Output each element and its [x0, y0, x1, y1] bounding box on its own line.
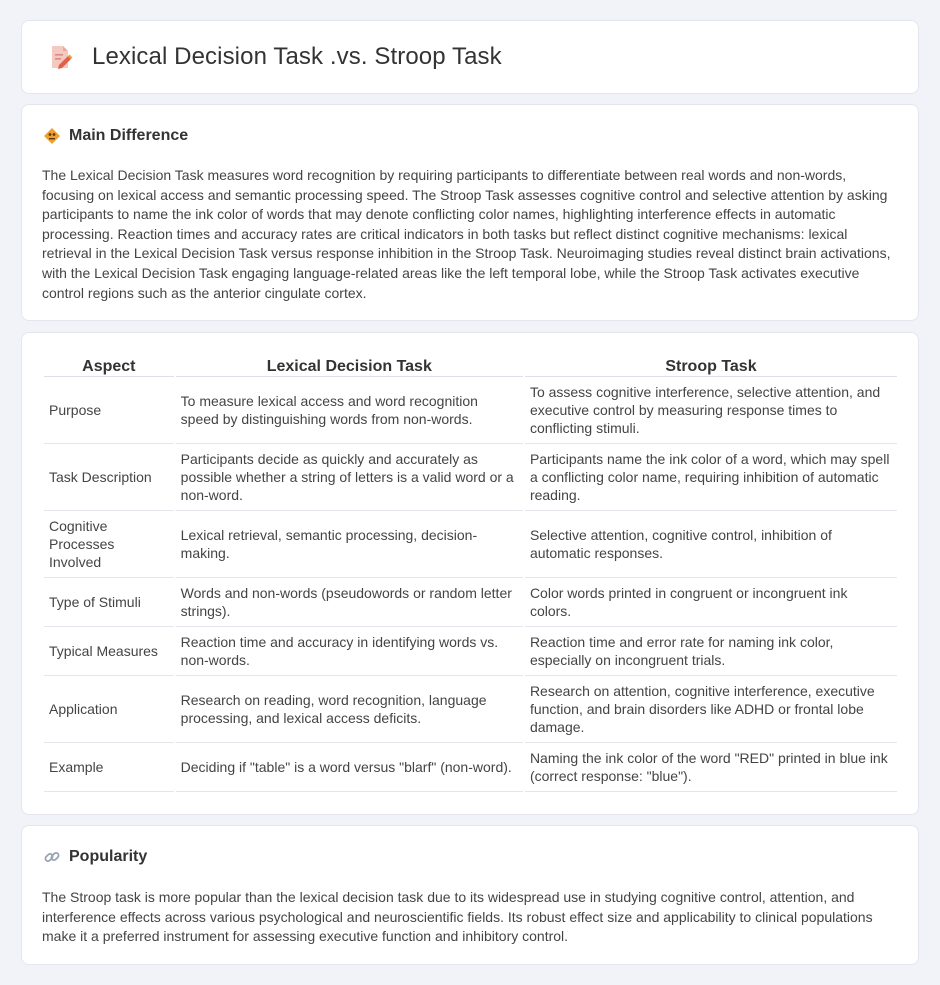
stroop-cell: Naming the ink color of the word "RED" printed in blue ink (correct response: "blue").: [525, 743, 897, 792]
aspect-cell: Typical Measures: [44, 627, 174, 676]
popularity-header: [43, 848, 147, 866]
header-aspect: Aspect: [44, 353, 174, 377]
title-card: [21, 20, 919, 94]
aspect-cell: Task Description: [44, 444, 174, 511]
diamond-sign-icon: [43, 127, 61, 145]
stroop-cell: To assess cognitive interference, selective attention, and executive control by measuring response times to conflicting stimuli.: [525, 377, 897, 444]
lexical-cell: Words and non-words (pseudowords or random letter strings).: [176, 578, 523, 627]
lexical-cell: Deciding if "table" is a word versus "blarf" (non-word).: [176, 743, 523, 792]
lexical-cell: To measure lexical access and word recognition speed by distinguishing words from non-words.: [176, 377, 523, 444]
table-row: [44, 743, 897, 792]
table-row: [44, 444, 897, 511]
comparison-card: [21, 332, 919, 815]
popularity-title: Popularity: [69, 848, 148, 865]
table-row: [44, 511, 897, 578]
page-title: Lexical Decision Task .vs. Stroop Task: [92, 43, 502, 70]
popularity-card: [21, 825, 919, 965]
header-lexical: Lexical Decision Task: [176, 353, 523, 377]
table-row: [44, 676, 897, 743]
aspect-cell: Cognitive Processes Involved: [44, 511, 174, 578]
stroop-cell: Color words printed in congruent or incongruent ink colors.: [525, 578, 897, 627]
aspect-cell: Type of Stimuli: [44, 578, 174, 627]
aspect-cell: Application: [44, 676, 174, 743]
main-difference-text: The Lexical Decision Task measures word recognition by requiring participants to differentiate between real words and non-words, focusing on lexical access and semantic processing speed. The Stroop Task assesses cognitive control and selective attention by asking participants to name the ink color of words that may denote conflicting color names, highlighting interference effects in automatic processing. Reaction times and accuracy rates are critical indicators in both tasks but reflect distinct cognitive mechanisms: lexical retrieval in the Lexical Decision Task versus response inhibition in the Stroop Task. Neuroimaging studies reveal distinct brain activations, with the Lexical Decision Task engaging language-related areas like the left temporal lobe, while the Stroop Task activates executive control regions such as the anterior cingulate cortex.: [42, 167, 891, 301]
aspect-cell: Purpose: [44, 377, 174, 444]
stroop-cell: Reaction time and error rate for naming ink color, especially on incongruent trials.: [525, 627, 897, 676]
stroop-cell: Selective attention, cognitive control, inhibition of automatic responses.: [525, 511, 897, 578]
main-difference-header: [43, 127, 188, 145]
main-difference-title: Main Difference: [69, 127, 189, 144]
table-row: [44, 377, 897, 444]
stroop-cell: Participants name the ink color of a word, which may spell a conflicting color name, requiring inhibition of automatic reading.: [525, 444, 897, 511]
stroop-cell: Research on attention, cognitive interference, executive function, and brain disorders like ADHD or frontal lobe damage.: [525, 676, 897, 743]
pencil-document-icon: [46, 43, 74, 71]
table-row: [44, 627, 897, 676]
header-stroop: Stroop Task: [525, 353, 897, 377]
lexical-cell: Research on reading, word recognition, language processing, and lexical access deficits.: [176, 676, 523, 743]
lexical-cell: Reaction time and accuracy in identifying words vs. non-words.: [176, 627, 523, 676]
aspect-cell: Example: [44, 743, 174, 792]
lexical-cell: Participants decide as quickly and accurately as possible whether a string of letters is a valid word or a non-word.: [176, 444, 523, 511]
main-difference-card: [21, 104, 919, 321]
lexical-cell: Lexical retrieval, semantic processing, decision-making.: [176, 511, 523, 578]
popularity-text: The Stroop task is more popular than the lexical decision task due to its widespread use in studying cognitive control, attention, and interference effects across various psychological and neuroscientific fields. Its robust effect size and applicability to clinical populations make it a preferred instrument for assessing executive function and inhibitory control.: [42, 889, 873, 945]
comparison-table: [42, 353, 899, 792]
table-row: [44, 578, 897, 627]
link-icon: [43, 848, 61, 866]
table-header-row: [44, 353, 897, 377]
